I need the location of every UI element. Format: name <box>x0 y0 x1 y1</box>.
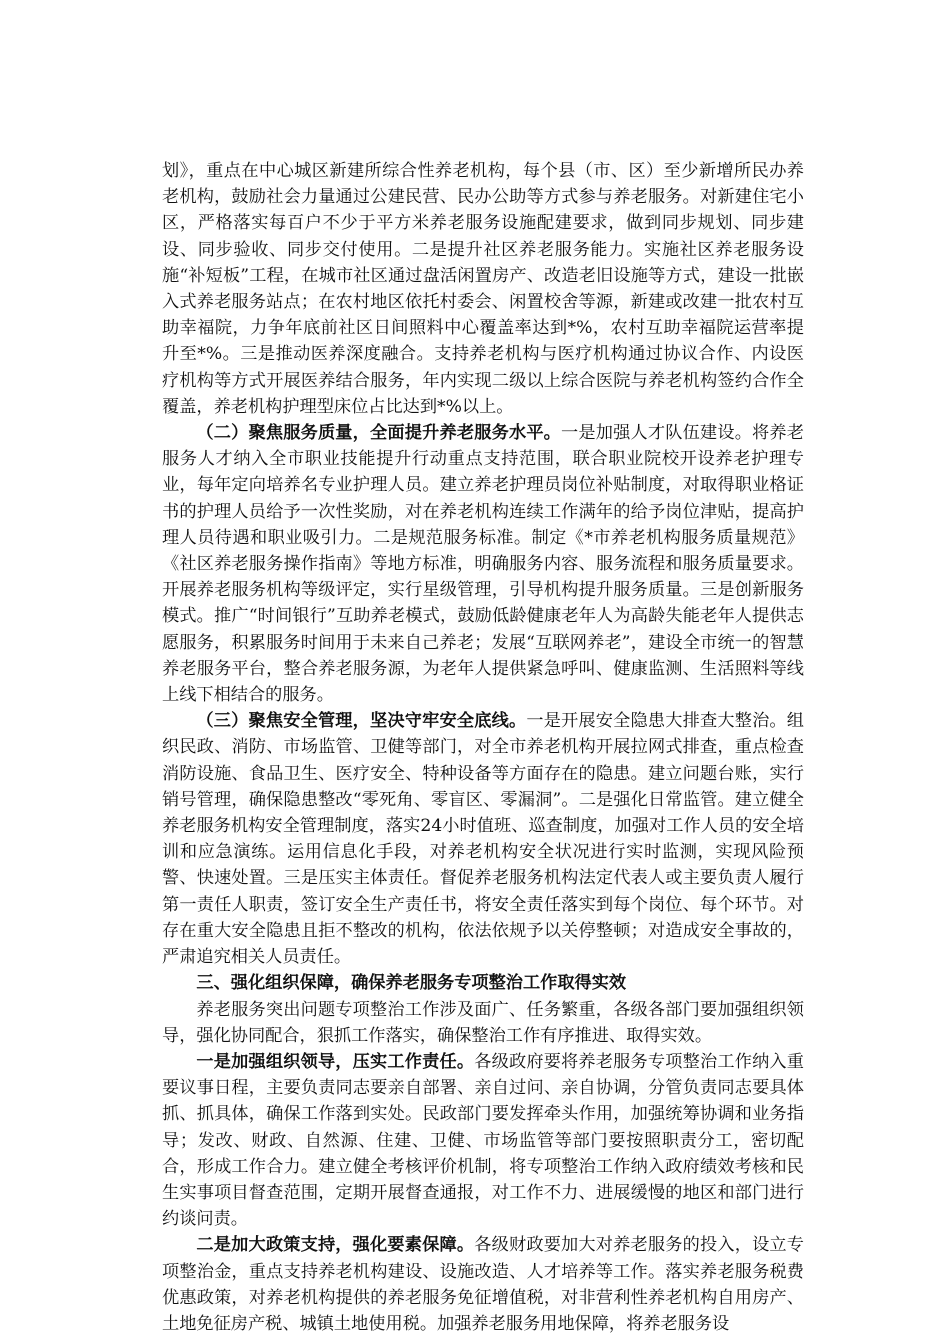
section-heading-text: 三、强化组织保障，确保养老服务专项整治工作取得实效 <box>196 973 627 994</box>
paragraph-service-quality <box>162 420 804 708</box>
paragraph-intro-continued <box>162 158 804 420</box>
paragraph-organization-intro <box>162 997 804 1049</box>
paragraph-safety-management <box>162 708 804 970</box>
document-page <box>162 158 804 1337</box>
paragraph-body: 各级财政要加大对养老服务的投入，设立专项整治金，重点支持养老机构建设、设施改造、人才培养等工作。落实养老服务税费优惠政策，对养老机构提供的养老服务免征增值税，对非营利性养老机构自用房产、土地免征房产税、城镇土地使用税。加强养老服务用地保障，将养老服务设 <box>162 1235 804 1334</box>
paragraph-body: 各级政府要将养老服务专项整治工作纳入重要议事日程，主要负责同志要亲自部署、亲自过问、亲自协调，分管负责同志要具体抓、抓具体，确保工作落到实处。民政部门要发挥牵头作用，加强统筹协调和业务指导；发改、财政、自然源、住建、卫健、市场监管等部门要按照职责分工，密切配合，形成工作合力。建立健全考核评价机制，将专项整治工作纳入政府绩效考核和民生实事项目督查范围，定期开展督查通报，对工作不力、进展缓慢的地区和部门进行约谈问责。 <box>162 1051 804 1230</box>
paragraph-body: 一是加强人才队伍建设。将养老服务人才纳入全市职业技能提升行动重点支持范围，联合职业院校开设养老护理专业，每年定向培养名专业护理人员。建立养老护理员岗位补贴制度，对取得职业格证书的护理人员给予一次性奖励，对在养老机构连续工作满年的给予岗位津贴，提高护理人员待遇和职业吸引力。二是规范服务标准。制定《*市养老机构服务质量规范》《社区养老服务操作指南》等地方标准，明确服务内容、服务流程和服务质量要求。开展养老服务机构等级评定，实行星级管理，引导机构提升服务质量。三是创新服务模式。推广“时间银行”互助养老模式，鼓励低龄健康老年人为高龄失能老年人提供志愿服务，积累服务时间用于未来自己养老；发展“互联网养老”，建设全市统一的智慧养老服务平台，整合养老服务源，为老年人提供紧急呼叫、健康监测、生活照料等线上线下相结合的服务。 <box>162 423 804 706</box>
section-heading-organization <box>162 970 804 996</box>
paragraph-body: 划》，重点在中心城区新建所综合性养老机构，每个县（市、区）至少新增所民办养老机构，鼓励社会力量通过公建民营、民办公助等方式参与养老服务。对新建住宅小区，严格落实每百户不少于平方米养老服务设施配建要求，做到同步规划、同步建设、同步验收、同步交付使用。二是提升社区养老服务能力。实施社区养老服务设施“补短板”工程，在城市社区通过盘活闲置房产、改造老旧设施等方式，建设一批嵌入式养老服务站点；在农村地区依托村委会、闲置校舍等源，新建或改建一批农村互助幸福院，力争年底前社区日间照料中心覆盖率达到*%，农村互助幸福院运营率提升至*%。三是推动医养深度融合。支持养老机构与医疗机构通过协议合作、内设医疗机构等方式开展医养结合服务，年内实现二级以上综合医院与养老机构签约合作全覆盖，养老机构护理型床位占比达到*%以上。 <box>162 161 804 417</box>
paragraph-body: 养老服务突出问题专项整治工作涉及面广、任务繁重，各级各部门要加强组织领导，强化协同配合，狠抓工作落实，确保整治工作有序推进、取得实效。 <box>162 999 804 1046</box>
paragraph-lead: （三）聚焦安全管理，坚决守牢安全底线。 <box>196 711 527 732</box>
paragraph-lead: （二）聚焦服务质量，全面提升养老服务水平。 <box>196 423 562 444</box>
paragraph-body: 一是开展安全隐患大排查大整治。组织民政、消防、市场监管、卫健等部门，对全市养老机构开展拉网式排查，重点检查消防设施、食品卫生、医疗安全、特种设备等方面存在的隐患。建立问题台账，实行销号管理，确保隐患整改“零死角、零盲区、零漏洞”。二是强化日常监管。建立健全养老服务机构安全管理制度，落实24小时值班、巡查制度，加强对工作人员的安全培训和应急演练。运用信息化手段，对养老机构安全状况进行实时监测，实现风险预警、快速处置。三是压实主体责任。督促养老服务机构法定代表人或主要负责人履行第一责任人职责，签订安全生产责任书，将安全责任落实到每个岗位、每个环节。对存在重大安全隐患且拒不整改的机构，依法依规予以关停整顿；对造成安全事故的，严肃追究相关人员责任。 <box>162 711 804 968</box>
paragraph-policy-support <box>162 1232 804 1337</box>
paragraph-leadership <box>162 1049 804 1232</box>
paragraph-lead: 一是加强组织领导，压实工作责任。 <box>196 1051 475 1072</box>
paragraph-lead: 二是加大政策支持，强化要素保障。 <box>196 1235 475 1256</box>
